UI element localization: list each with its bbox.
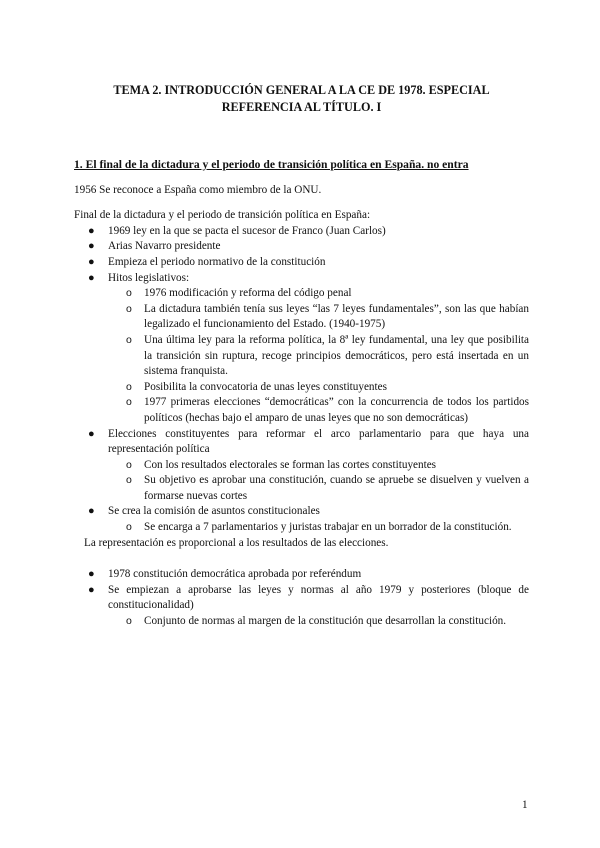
circle-bullet-icon: o [126, 287, 132, 300]
list-item-text: Arias Navarro presidente [108, 240, 221, 253]
sub-list-item [108, 395, 529, 426]
bullet-icon: ● [88, 271, 95, 284]
sub-list-item [108, 520, 529, 536]
bullet-list-1 [74, 224, 529, 536]
sub-list-item [108, 458, 529, 474]
circle-bullet-icon: o [126, 302, 132, 315]
sub-list-item [108, 333, 529, 380]
bullet-icon: ● [88, 568, 95, 581]
list-item [74, 567, 529, 583]
sub-list-item [108, 473, 529, 504]
sub-list-item [108, 614, 529, 630]
circle-bullet-icon: o [126, 458, 132, 471]
sub-list-item-text: Posibilita la convocatoria de unas leyes constituyentes [144, 380, 387, 393]
bullet-icon: ● [88, 255, 95, 268]
page-number: 1 [522, 799, 528, 811]
bullet-icon: ● [88, 583, 95, 596]
sub-list [108, 614, 529, 630]
list-item [74, 224, 529, 240]
document-title [74, 82, 529, 116]
sub-list-item-text: Se encarga a 7 parlamentarios y juristas trabajar en un borrador de la constitución. [144, 521, 512, 534]
sub-list [108, 458, 529, 505]
circle-bullet-icon: o [126, 615, 132, 628]
sub-list-item-text: 1976 modificación y reforma del código penal [144, 287, 352, 300]
circle-bullet-icon: o [126, 380, 132, 393]
list-item [74, 255, 529, 271]
list-item-text: 1978 constitución democrática aprobada por referéndum [108, 568, 362, 581]
sub-list-item-text: Conjunto de normas al margen de la constitución que desarrollan la constitución. [144, 615, 507, 628]
title-line-2: REFERENCIA AL TÍTULO. I [221, 100, 382, 114]
list-item-text: Se empiezan a aprobarse las leyes y normas al año 1979 y posteriores (bloque de constitucionalidad) [108, 583, 529, 612]
circle-bullet-icon: o [126, 396, 132, 409]
sub-list-item-text: Su objetivo es aprobar una constitución, cuando se apruebe se disuelven y vuelven a formarse nuevas cortes [144, 474, 529, 502]
sub-list [108, 520, 529, 536]
circle-bullet-icon: o [126, 333, 132, 346]
circle-bullet-icon: o [126, 521, 132, 534]
sub-list-item-text: 1977 primeras elecciones “democráticas” con la concurrencia de todos los partidos políticos (hechas bajo el amparo de unas leyes que no son democráticas) [144, 396, 529, 424]
list-item-text: Se crea la comisión de asuntos constitucionales [108, 505, 320, 518]
sub-list-item [108, 302, 529, 333]
list-item [74, 239, 529, 255]
bullet-icon: ● [88, 240, 95, 253]
list-item-text: Empieza el periodo normativo de la constitución [108, 255, 326, 268]
list-item-text: Hitos legislativos: [108, 271, 190, 284]
sub-list [108, 286, 529, 426]
bullet-icon: ● [88, 505, 95, 518]
sub-list-item-text: La dictadura también tenía sus leyes “las 7 leyes fundamentales”, son las que habían legalizado el funcionamiento del Estado. (1940-1975) [144, 302, 529, 331]
title-line-1: TEMA 2. INTRODUCCIÓN GENERAL A LA CE DE 1978. ESPECIAL [113, 83, 490, 97]
sub-list-item [108, 286, 529, 302]
list-item [74, 583, 529, 630]
list-item-text: 1969 ley en la que se pacta el sucesor de Franco (Juan Carlos) [108, 224, 386, 237]
list-item [74, 504, 529, 535]
document-page [74, 82, 529, 630]
paragraph-intro-list: Final de la dictadura y el periodo de transición política en España: [74, 209, 371, 222]
circle-bullet-icon: o [126, 474, 132, 487]
bullet-icon: ● [88, 224, 95, 237]
sub-list-item-text: Con los resultados electorales se forman las cortes constituyentes [144, 458, 437, 471]
paragraph-onu: 1956 Se reconoce a España como miembro de la ONU. [74, 183, 322, 196]
bullet-icon: ● [88, 427, 95, 440]
list-item [74, 271, 529, 427]
list-item [74, 427, 529, 505]
sub-list-item [108, 380, 529, 396]
bullet-list-2 [74, 567, 529, 629]
paragraph-representation: La representación es proporcional a los resultados de las elecciones. [84, 536, 389, 549]
section-heading: 1. El final de la dictadura y el periodo de transición política en España. no entra [74, 158, 469, 171]
sub-list-item-text: Una última ley para la reforma política, la 8ª ley fundamental, una ley que posibilita la transición sin ruptura, recoge principios democráticos, pero está insertada en un sistema franquista. [144, 333, 529, 378]
list-item-text: Elecciones constituyentes para reformar el arco parlamentario para que haya una representación política [108, 427, 529, 456]
